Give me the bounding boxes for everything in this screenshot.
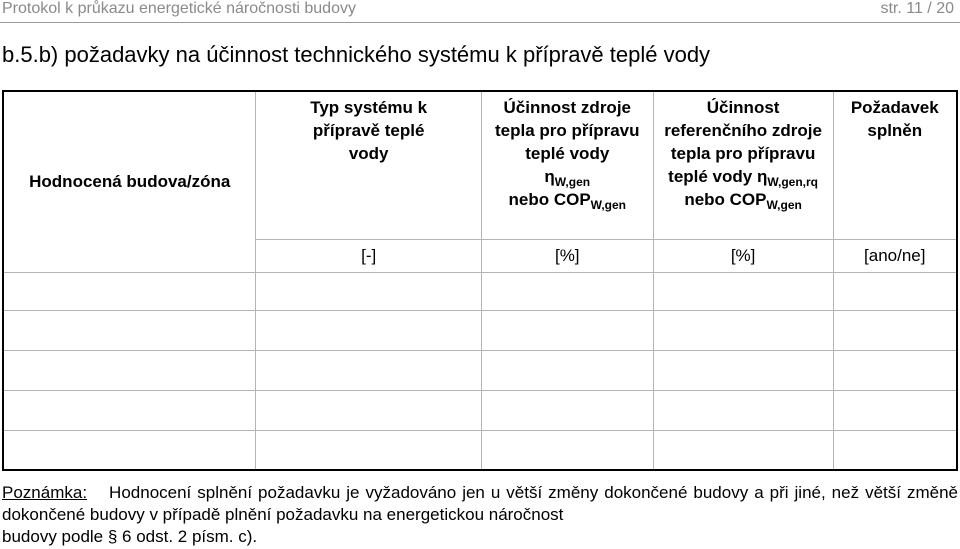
note-text: Hodnocení splnění požadavku je vyžadováno jen u větší změny dokončené budovy a při jiné, než větší změně dokončené budovy v případě plnění požadavku na energetickou náročnost [2,483,958,524]
requirements-table [2,90,958,471]
table-cell [833,430,957,470]
table-cell [256,390,481,430]
table-cell [833,350,957,390]
header-source-efficiency: Účinnost zdroje tepla pro přípravu teplé vody $\eta_{W,gen}$ nebo $COP_{W,gen}$ [481,91,653,239]
table-cell [653,430,833,470]
note [2,482,958,548]
table-cell [3,350,256,390]
table-cell [3,310,256,350]
table-cell [653,390,833,430]
table-cell [256,272,481,310]
table-cell [3,390,256,430]
table-cell [256,310,481,350]
table-cell [653,350,833,390]
section-title: b.5.b) požadavky na účinnost technického systému k přípravě teplé vody [2,42,711,67]
table-cell [256,350,481,390]
table-cell [833,390,957,430]
table-cell [481,310,653,350]
unit-source-efficiency: [%] [481,239,653,272]
unit-system-type: [-] [256,239,481,272]
table-cell [833,272,957,310]
header-reference-efficiency: Účinnost referenčního zdroje tepla pro přípravu teplé vody $\eta_{W,gen,rq}$ nebo $COP_{W,gen}$ [653,91,833,239]
table-cell [653,272,833,310]
table-cell [481,272,653,310]
table-cell [481,390,653,430]
table-cell [256,430,481,470]
table-cell [3,430,256,470]
unit-reference-efficiency: [%] [653,239,833,272]
note-text-end: budovy podle § 6 odst. 2 písm. c). [2,527,258,546]
header-requirement-met: Požadavek splněn [833,91,957,239]
document-title: Protokol k průkazu energetické náročnosti budovy [2,0,356,17]
page-header [2,0,958,22]
unit-requirement-met: [ano/ne] [833,239,957,272]
table-cell [653,310,833,350]
page-number: str. 11 / 20 [880,0,954,17]
table-cell [481,350,653,390]
header-divider [0,22,960,23]
header-system-type: Typ systému k přípravě teplé vody [256,91,481,239]
table-cell [3,272,256,310]
table-cell [481,430,653,470]
header-evaluated-building: Hodnocená budova/zóna [3,91,256,272]
note-label: Poznámka: [2,483,88,502]
table-cell [833,310,957,350]
